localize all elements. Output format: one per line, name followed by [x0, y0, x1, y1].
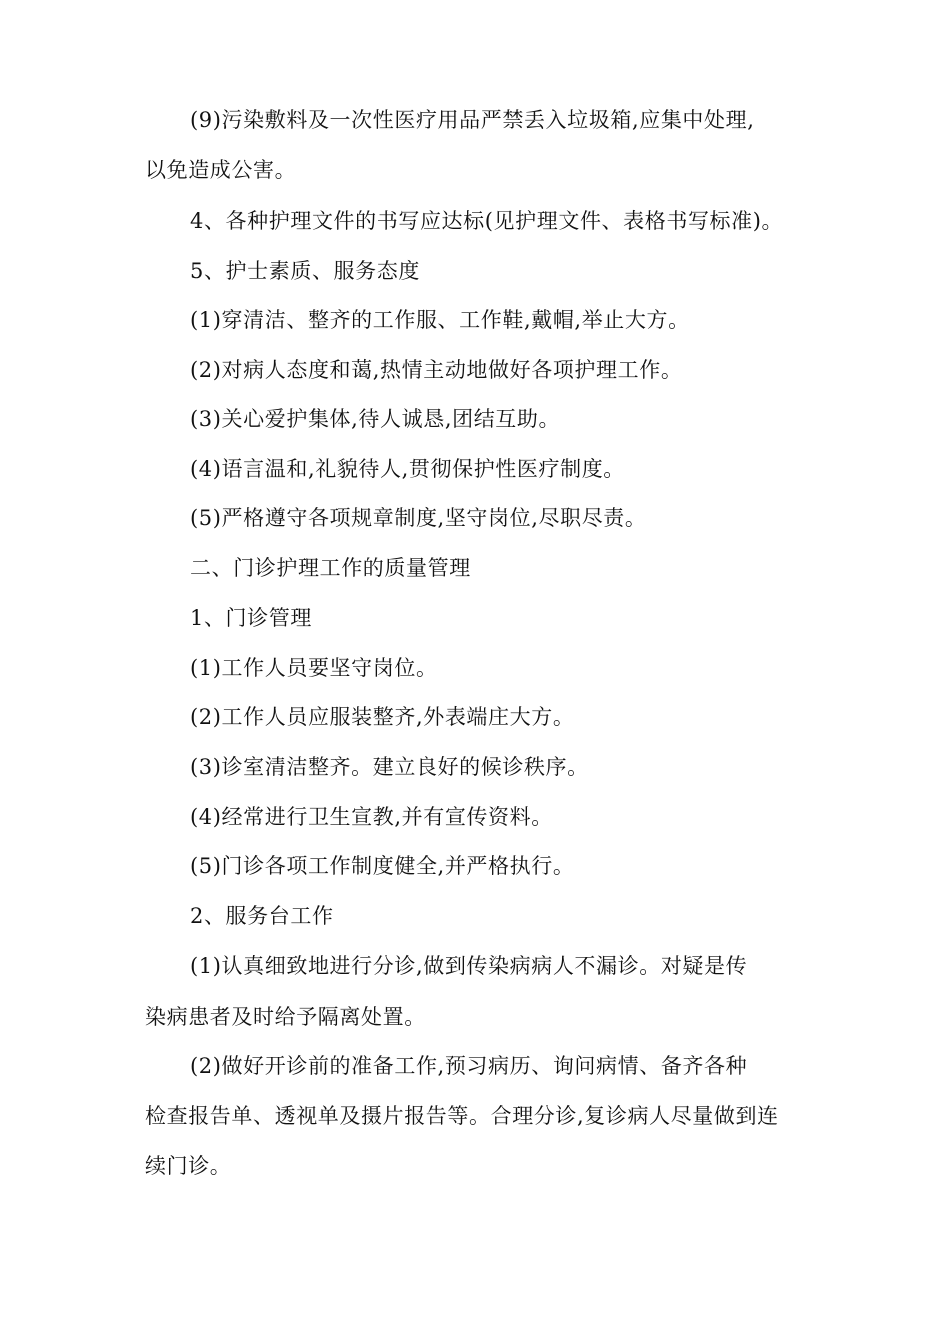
list-item: (5)严格遵守各项规章制度,坚守岗位,尽职尽责。 [190, 506, 647, 530]
paragraph-item-9-line-1: (9)污染敷料及一次性医疗用品严禁丢入垃圾箱,应集中处理, [190, 108, 755, 132]
list-item-continuation: 染病患者及时给予隔离处置。 [145, 1005, 426, 1029]
section-4-heading: 4、各种护理文件的书写应达标(见护理文件、表格书写标准)。 [190, 209, 784, 233]
section-2-heading: 2、服务台工作 [190, 904, 334, 928]
chapter-2-heading: 二、门诊护理工作的质量管理 [190, 556, 471, 580]
list-item: (4)经常进行卫生宣教,并有宣传资料。 [190, 805, 553, 829]
list-item: (5)门诊各项工作制度健全,并严格执行。 [190, 854, 575, 878]
list-item-continuation: 检查报告单、透视单及摄片报告等。合理分诊,复诊病人尽量做到连 [145, 1104, 779, 1128]
list-item: (1)穿清洁、整齐的工作服、工作鞋,戴帽,举止大方。 [190, 308, 690, 332]
list-item: (2)做好开诊前的准备工作,预习病历、询问病情、备齐各种 [190, 1054, 748, 1078]
list-item: (2)对病人态度和蔼,热情主动地做好各项护理工作。 [190, 358, 683, 382]
list-item: (1)工作人员要坚守岗位。 [190, 656, 438, 680]
list-item: (2)工作人员应服装整齐,外表端庄大方。 [190, 705, 575, 729]
list-item: (4)语言温和,礼貌待人,贯彻保护性医疗制度。 [190, 457, 625, 481]
section-5-heading: 5、护士素质、服务态度 [190, 259, 420, 283]
list-item: (3)关心爱护集体,待人诚恳,团结互助。 [190, 407, 561, 431]
list-item: (3)诊室清洁整齐。建立良好的候诊秩序。 [190, 755, 589, 779]
paragraph-item-9-line-2: 以免造成公害。 [145, 158, 297, 182]
list-item-continuation: 续门诊。 [145, 1154, 232, 1178]
list-item: (1)认真细致地进行分诊,做到传染病病人不漏诊。对疑是传 [190, 954, 748, 978]
section-1-heading: 1、门诊管理 [190, 606, 312, 630]
